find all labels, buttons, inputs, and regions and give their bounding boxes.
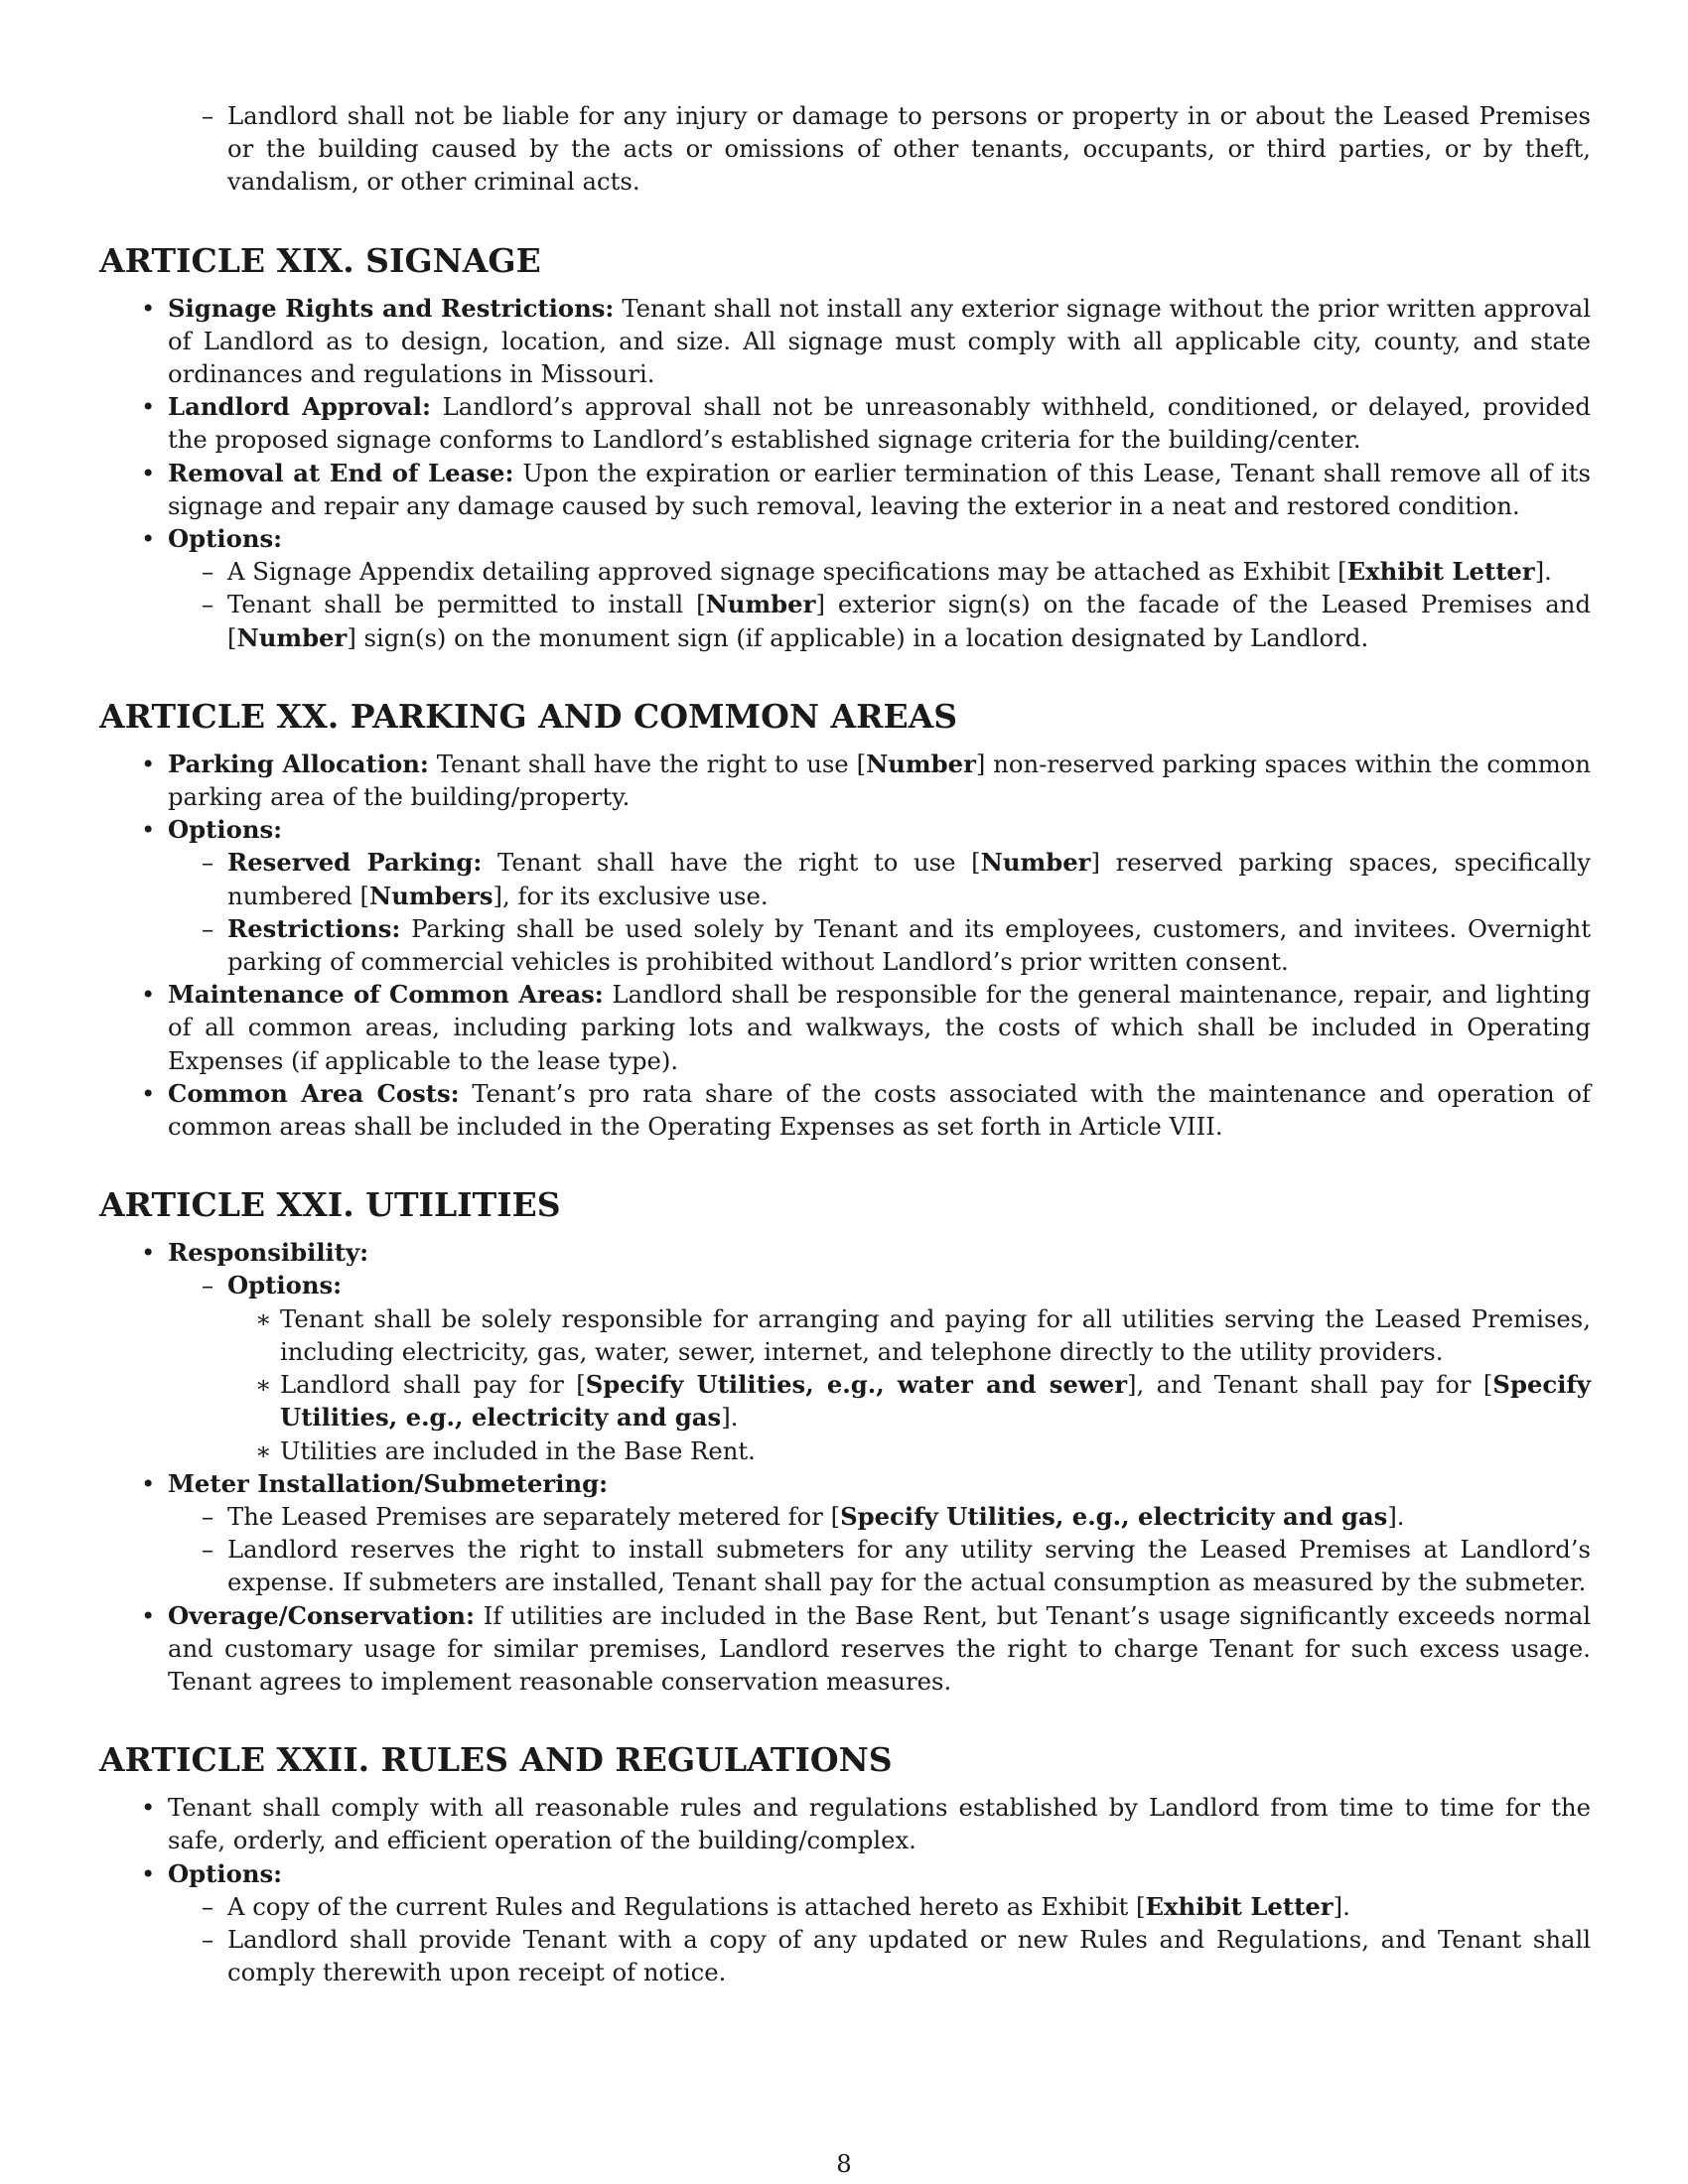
placeholder-blank: Specify Utilities, e.g., water and sewer	[585, 1370, 1128, 1400]
article-xix	[99, 241, 1591, 654]
list-item	[99, 813, 1591, 978]
list-item	[168, 1269, 1591, 1466]
list-item	[99, 1467, 1591, 1599]
list-item	[99, 748, 1591, 813]
article-list	[99, 292, 1591, 654]
item-label: Meter Installation/Submetering:	[168, 1468, 609, 1498]
list-item	[168, 555, 1591, 588]
sub-list	[168, 1269, 1591, 1466]
item-text: ], and Tenant shall pay for [	[1127, 1370, 1493, 1400]
list-item	[168, 1500, 1591, 1533]
article-heading: ARTICLE XXI. UTILITIES	[99, 1185, 561, 1225]
item-text: ].	[1534, 557, 1552, 587]
item-text: Tenant shall be solely responsible for arranging and paying for all utilities serving the Leased Premises, including electricity, gas, water, sewer, internet, and telephone directly to the utility providers.	[280, 1303, 1591, 1366]
item-text: Tenant shall have the right to use [	[428, 749, 867, 778]
list-item	[168, 588, 1591, 653]
article-xxi	[99, 1185, 1591, 1698]
item-text: A copy of the current Rules and Regulations is attached hereto as Exhibit [	[227, 1891, 1146, 1921]
article-xxii	[99, 1740, 1591, 1988]
item-text: ], for its exclusive use.	[492, 881, 769, 910]
article-list	[99, 1236, 1591, 1698]
article-heading: ARTICLE XX. PARKING AND COMMON AREAS	[99, 696, 958, 736]
item-text: ].	[1333, 1891, 1350, 1921]
placeholder-blank: Numbers	[369, 881, 493, 910]
document-page	[99, 99, 1591, 1988]
list-item	[227, 1302, 1591, 1368]
item-text: Tenant shall have the right to use [	[482, 848, 981, 878]
item-text: ].	[721, 1403, 739, 1433]
sub-list	[168, 1500, 1591, 1599]
item-label: Options:	[168, 524, 283, 554]
list-item	[99, 978, 1591, 1077]
item-text: ].	[1387, 1501, 1405, 1531]
item-label: Options:	[168, 815, 283, 845]
item-label: Common Area Costs:	[168, 1078, 460, 1108]
list-item	[168, 1533, 1591, 1598]
list-item	[99, 1599, 1591, 1699]
article-list	[99, 1791, 1591, 1988]
item-label: Removal at End of Lease:	[168, 458, 514, 487]
placeholder-blank: Exhibit Letter	[1145, 1891, 1334, 1921]
list-item	[99, 1077, 1591, 1143]
item-text: The Leased Premises are separately metered for [	[227, 1501, 841, 1531]
item-label: Parking Allocation:	[168, 749, 429, 778]
placeholder-blank: Specify Utilities, e.g., electricity and gas	[840, 1501, 1388, 1531]
article-xx	[99, 697, 1591, 1143]
item-text: Landlord shall be responsible for the general maintenance, repair, and lighting of all common areas, including parking lots and walkways, the costs of which shall be included in Operating Expenses (if applicable to the lease type).	[168, 980, 1591, 1075]
list-item	[227, 1434, 1591, 1467]
article-heading: ARTICLE XXII. RULES AND REGULATIONS	[99, 1740, 893, 1780]
placeholder-blank: Specify Utilities, e.g., electricity and gas	[280, 1370, 1591, 1433]
item-text: ] exterior sign(s) on the facade of the Leased Premises and [	[227, 590, 1591, 652]
item-text: Landlord shall pay for [	[280, 1370, 586, 1400]
list-item	[168, 1890, 1591, 1923]
item-text: Landlord reserves the right to install submeters for any utility serving the Leased Premises at Landlord’s expense. If submeters are installed, Tenant shall pay for the actual consumption as measured by the submeter.	[227, 1535, 1591, 1597]
list-item	[99, 1236, 1591, 1466]
options-list	[227, 1302, 1591, 1467]
list-item	[168, 1923, 1591, 1988]
item-text: Parking shall be used solely by Tenant and its employees, customers, and invitees. Overnight parking of commercial vehicles is prohibited without Landlord’s prior written consent.	[227, 913, 1591, 977]
placeholder-blank: Number	[705, 590, 816, 619]
list-item	[168, 846, 1591, 911]
options-list	[168, 846, 1591, 978]
item-label: Maintenance of Common Areas:	[168, 980, 604, 1010]
list-item	[99, 457, 1591, 522]
item-text: ] non-reserved parking spaces within the common parking area of the building/property.	[168, 749, 1592, 812]
item-text: Tenant shall be permitted to install [	[227, 590, 706, 619]
placeholder-blank: Number	[980, 848, 1091, 878]
list-item	[168, 912, 1591, 978]
item-label: Reserved Parking:	[227, 848, 483, 878]
item-text: If utilities are included in the Base Rent, but Tenant’s usage significantly exceeds normal and customary usage for similar premises, Landlord reserves the right to charge Tenant for such excess usage. Tenant agrees to implement reasonable conservation measures.	[168, 1600, 1591, 1696]
item-label: Restrictions:	[227, 913, 401, 943]
item-label: Overage/Conservation:	[168, 1600, 475, 1630]
item-text: Tenant shall comply with all reasonable rules and regulations established by Landlord from time to time for the safe, orderly, and efficient operation of the building/complex.	[168, 1793, 1591, 1855]
placeholder-blank: Number	[866, 749, 976, 778]
item-text: ] sign(s) on the monument sign (if applicable) in a location designated by Landlord.	[347, 622, 1369, 652]
item-text: Landlord shall not be liable for any injury or damage to persons or property in or about the Leased Premises or the building caused by the acts or omissions of other tenants, occupants, or third parties, or by theft, vandalism, or other criminal acts.	[227, 101, 1591, 197]
item-text: Upon the expiration or earlier termination of this Lease, Tenant shall remove all of its signage and repair any damage caused by such removal, leaving the exterior in a neat and restored condition.	[168, 458, 1591, 520]
item-text: A Signage Appendix detailing approved signage specifications may be attached as Exhibit [	[227, 557, 1347, 587]
item-text: Tenant’s pro rata share of the costs associated with the maintenance and operation of common areas shall be included in the Operating Expenses as set forth in Article VIII.	[168, 1078, 1591, 1142]
placeholder-blank: Number	[236, 622, 348, 652]
placeholder-blank: Exhibit Letter	[1346, 557, 1535, 587]
article-heading: ARTICLE XIX. SIGNAGE	[99, 240, 541, 280]
list-item	[99, 522, 1591, 654]
item-text: Tenant shall not install any exterior signage without the prior written approval of Landlord as to design, location, and size. All signage must comply with all applicable city, county, and state ordinances and regulations in Missouri.	[168, 293, 1591, 389]
list-item	[99, 390, 1591, 456]
options-list	[168, 555, 1591, 654]
page-number: 8	[836, 2149, 852, 2178]
item-text: Landlord’s approval shall not be unreasonably withheld, conditioned, or delayed, provided the proposed signage conforms to Landlord’s established signage criteria for the building/center.	[168, 392, 1591, 455]
options-list	[168, 1890, 1591, 1989]
article-list	[99, 748, 1591, 1143]
continuation-list	[168, 99, 1591, 199]
list-item	[168, 99, 1591, 199]
item-text: ] reserved parking spaces, specifically numbered [	[227, 848, 1592, 910]
list-item	[99, 292, 1591, 391]
item-label: Signage Rights and Restrictions:	[168, 293, 615, 323]
item-text: Landlord shall provide Tenant with a copy of any updated or new Rules and Regulations, and Tenant shall comply therewith upon receipt of notice.	[227, 1924, 1591, 1987]
item-label: Responsibility:	[168, 1238, 369, 1268]
item-text: Utilities are included in the Base Rent.	[280, 1435, 756, 1465]
list-item	[227, 1368, 1591, 1433]
item-label: Landlord Approval:	[168, 392, 431, 422]
list-item	[99, 1857, 1591, 1989]
item-label: Options:	[227, 1271, 343, 1300]
list-item	[99, 1791, 1591, 1856]
item-label: Options:	[168, 1858, 283, 1888]
